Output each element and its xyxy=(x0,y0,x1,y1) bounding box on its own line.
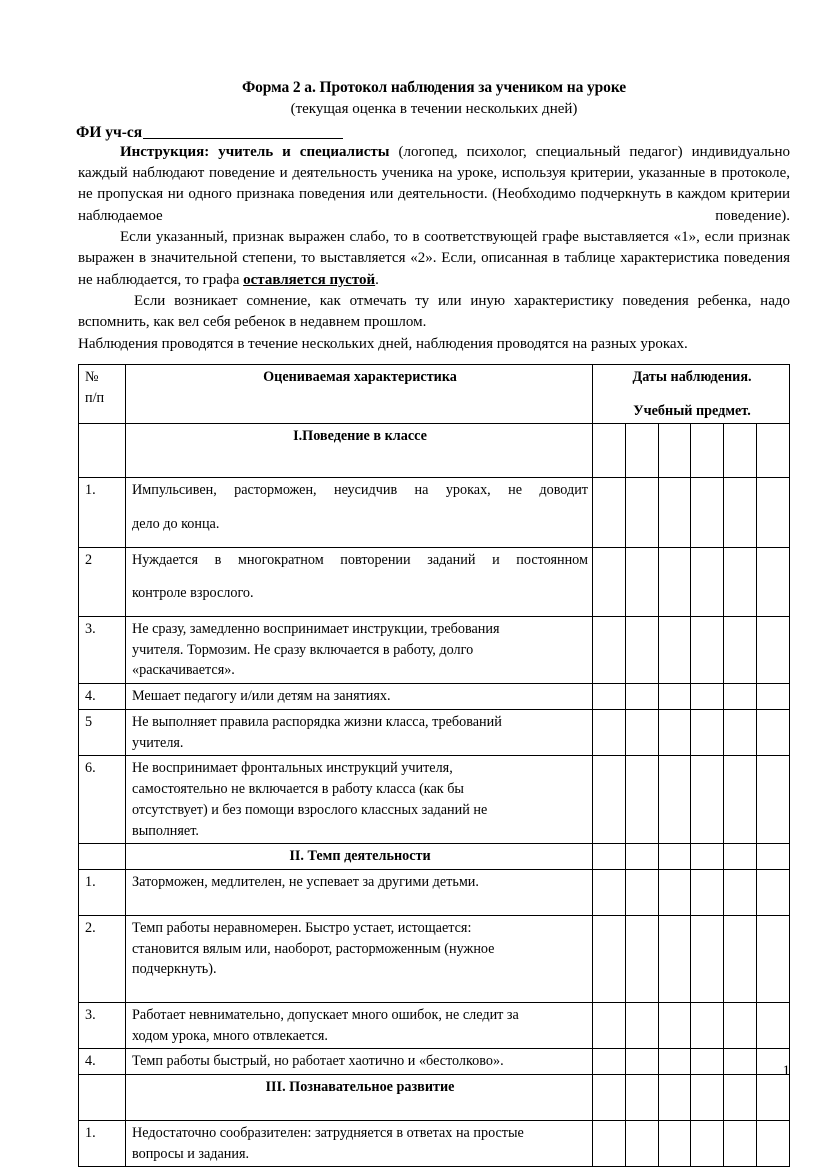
table-row xyxy=(79,1003,790,1049)
row-number: 2 xyxy=(79,547,126,616)
row-text-line: отсутствует) и без помощи взрослого классных заданий не xyxy=(132,801,488,818)
row-number: 1. xyxy=(79,870,126,916)
observation-cell[interactable] xyxy=(658,424,691,478)
observation-cell[interactable] xyxy=(658,478,691,547)
section-row-number-blank xyxy=(79,424,126,478)
header-dates-line1: Даты наблюдения. xyxy=(632,368,752,385)
observation-cell[interactable] xyxy=(691,915,724,1002)
instruction-paragraph-1 xyxy=(78,142,790,227)
observation-cell[interactable] xyxy=(757,915,790,1002)
observation-cell[interactable] xyxy=(658,1075,691,1121)
observation-cell[interactable] xyxy=(757,684,790,710)
row-text-line: Не выполняет правила распорядка жизни класса, требований xyxy=(132,713,502,730)
observation-cell[interactable] xyxy=(691,844,724,870)
row-number: 4. xyxy=(79,684,126,710)
row-text-line: Заторможен, медлителен, не успевает за другими детьми. xyxy=(132,874,479,891)
observation-cell[interactable] xyxy=(691,424,724,478)
observation-cell[interactable] xyxy=(757,1003,790,1049)
row-number: 2. xyxy=(79,915,126,1002)
observation-cell[interactable] xyxy=(593,1003,626,1049)
page-number: 1 xyxy=(782,1063,790,1079)
table-row xyxy=(79,756,790,844)
observation-cell[interactable] xyxy=(593,844,626,870)
observation-cell[interactable] xyxy=(658,1120,691,1166)
row-number: 6. xyxy=(79,756,126,844)
table-section-heading-row xyxy=(79,844,790,870)
row-text-line: Темп работы неравномерен. Быстро устает, истощается: xyxy=(132,919,472,936)
row-text-line: ходом урока, много отвлекается. xyxy=(132,1027,328,1044)
observation-cell[interactable] xyxy=(625,709,658,755)
row-text-line: Темп работы быстрый, но работает хаотично и «бестолково». xyxy=(132,1053,504,1070)
observation-cell[interactable] xyxy=(691,478,724,547)
observation-cell[interactable] xyxy=(757,870,790,916)
row-number: 3. xyxy=(79,1003,126,1049)
observation-cell[interactable] xyxy=(757,616,790,683)
observation-cell[interactable] xyxy=(658,684,691,710)
instruction-paragraph-2-text-a: Если указанный, признак выражен слабо, то в соответствующей графе выставляется «1», если признак выражен в значительной степени, то выставляется «2». Если, описанная в таблице характеристика поведения не наблюдается, то графа xyxy=(78,229,790,288)
observation-cell[interactable] xyxy=(691,1075,724,1121)
observation-cell[interactable] xyxy=(724,1120,757,1166)
row-text-line: Не воспринимает фронтальных инструкций учителя, xyxy=(132,760,453,777)
row-text-line: подчеркнуть). xyxy=(132,961,217,978)
row-characteristic xyxy=(126,684,593,710)
observation-cell[interactable] xyxy=(625,870,658,916)
row-characteristic xyxy=(126,1003,593,1049)
row-text-line: дело до конца. xyxy=(132,515,220,532)
table-row xyxy=(79,684,790,710)
observation-cell[interactable] xyxy=(724,1003,757,1049)
table-row xyxy=(79,478,790,547)
row-text-line: самостоятельно не включается в работу класса (как бы xyxy=(132,781,464,798)
observation-cell[interactable] xyxy=(593,870,626,916)
document-content xyxy=(78,78,790,1167)
observation-cell[interactable] xyxy=(757,709,790,755)
page-title: Форма 2 а. Протокол наблюдения за учеником на уроке xyxy=(241,79,627,96)
observation-cell[interactable] xyxy=(625,1003,658,1049)
row-text-line: Не сразу, замедленно воспринимает инструкции, требования xyxy=(132,620,500,637)
row-text-line: учителя. xyxy=(132,734,184,751)
table-row xyxy=(79,547,790,616)
row-characteristic xyxy=(126,756,593,844)
observation-cell[interactable] xyxy=(625,424,658,478)
row-text-line: учителя. Тормозим. Не сразу включается в работу, долго xyxy=(132,641,474,658)
observation-protocol-table xyxy=(78,364,790,1168)
observation-cell[interactable] xyxy=(658,870,691,916)
observation-cell[interactable] xyxy=(724,756,757,844)
observation-cell[interactable] xyxy=(757,478,790,547)
observation-cell[interactable] xyxy=(658,1003,691,1049)
observation-cell[interactable] xyxy=(593,478,626,547)
row-characteristic xyxy=(126,709,593,755)
instruction-bold-lead: Инструкция: учитель и специалисты xyxy=(120,143,390,160)
observation-cell[interactable] xyxy=(593,709,626,755)
observation-cell[interactable] xyxy=(691,709,724,755)
observation-cell[interactable] xyxy=(625,1120,658,1166)
table-row xyxy=(79,915,790,1002)
observation-cell[interactable] xyxy=(691,756,724,844)
student-name-row xyxy=(76,124,790,142)
row-text-line: контроле взрослого. xyxy=(132,585,254,602)
observation-cell[interactable] xyxy=(724,684,757,710)
table-row xyxy=(79,1120,790,1166)
row-text-line: «раскачивается». xyxy=(132,662,235,679)
observation-cell[interactable] xyxy=(691,1120,724,1166)
header-number-line2: п/п xyxy=(85,389,105,406)
observation-cell[interactable] xyxy=(593,424,626,478)
observation-cell[interactable] xyxy=(724,478,757,547)
observation-cell[interactable] xyxy=(724,424,757,478)
observation-cell[interactable] xyxy=(658,709,691,755)
section-heading-2: II. Темп деятельности xyxy=(126,844,593,870)
row-text-line: вопросы и задания. xyxy=(132,1145,250,1162)
observation-cell[interactable] xyxy=(757,1120,790,1166)
observation-cell[interactable] xyxy=(625,684,658,710)
observation-cell[interactable] xyxy=(593,756,626,844)
observation-cell[interactable] xyxy=(658,844,691,870)
observation-cell[interactable] xyxy=(625,547,658,616)
section-heading-3: III. Познавательное развитие xyxy=(126,1075,593,1121)
instruction-paragraph-1-text: (логопед, психолог, специальный педагог) индивидуально каждый наблюдают поведение и деятельность ученика на уроке, используя критерии, указанные в протоколе, не пропуская ни одного признака поведения или деятельности. (Необходимо подчеркнуть в каждом критерии наблюдаемое поведение). xyxy=(78,143,790,224)
row-text-line: выполняет. xyxy=(132,822,199,839)
observation-cell[interactable] xyxy=(625,844,658,870)
table-row xyxy=(79,616,790,683)
header-cell-characteristic: Оцениваемая характеристика xyxy=(126,364,593,423)
observation-cell[interactable] xyxy=(691,616,724,683)
header-dates-line2: Учебный предмет. xyxy=(633,402,751,419)
row-number: 1. xyxy=(79,1120,126,1166)
section-row-number-blank xyxy=(79,844,126,870)
observation-cell[interactable] xyxy=(593,1120,626,1166)
row-characteristic xyxy=(126,915,593,1002)
observation-cell[interactable] xyxy=(724,547,757,616)
observation-cell[interactable] xyxy=(691,547,724,616)
section-row-number-blank xyxy=(79,1075,126,1121)
row-number: 3. xyxy=(79,616,126,683)
row-number: 4. xyxy=(79,1049,126,1075)
row-text-line: Недостаточно сообразителен: затрудняется в ответах на простые xyxy=(132,1124,524,1141)
observation-cell[interactable] xyxy=(724,616,757,683)
row-text-line: Мешает педагогу и/или детям на занятиях. xyxy=(132,688,391,705)
observation-cell[interactable] xyxy=(625,1075,658,1121)
observation-cell[interactable] xyxy=(724,709,757,755)
observation-cell[interactable] xyxy=(593,616,626,683)
instruction-paragraph-3: Если возникает сомнение, как отмечать ту или иную характеристику поведения ребенка, надо вспомнить, как вел себя ребенок в недавнем прошлом. xyxy=(78,292,790,331)
observation-cell[interactable] xyxy=(757,844,790,870)
row-characteristic xyxy=(126,478,593,547)
observation-cell[interactable] xyxy=(757,547,790,616)
student-name-input[interactable] xyxy=(143,138,343,139)
row-text-line: становится вялым или, наоборот, расторможенным (нужное xyxy=(132,940,495,957)
observation-cell[interactable] xyxy=(724,915,757,1002)
observation-cell[interactable] xyxy=(757,424,790,478)
observation-cell[interactable] xyxy=(658,756,691,844)
table-section-heading-row xyxy=(79,424,790,478)
observation-cell[interactable] xyxy=(658,915,691,1002)
observation-cell[interactable] xyxy=(724,844,757,870)
observation-cell[interactable] xyxy=(593,684,626,710)
header-number-line1: № xyxy=(85,368,99,385)
header-cell-number xyxy=(79,364,126,423)
table-row xyxy=(79,870,790,916)
student-name-label: ФИ уч-ся xyxy=(76,123,143,141)
observation-cell[interactable] xyxy=(757,756,790,844)
table-row xyxy=(79,709,790,755)
row-number: 1. xyxy=(79,478,126,547)
header-cell-observation-dates xyxy=(593,364,790,423)
observation-cell[interactable] xyxy=(625,478,658,547)
instruction-emphasis-empty-column: оставляется пустой xyxy=(243,271,376,288)
observation-cell[interactable] xyxy=(658,547,691,616)
section-heading-1: I.Поведение в классе xyxy=(126,424,593,478)
row-characteristic xyxy=(126,1120,593,1166)
observation-cell[interactable] xyxy=(691,870,724,916)
row-characteristic xyxy=(126,547,593,616)
row-number: 5 xyxy=(79,709,126,755)
table-section-heading-row xyxy=(79,1075,790,1121)
observation-cell[interactable] xyxy=(658,616,691,683)
observation-cell[interactable] xyxy=(625,915,658,1002)
row-text-line: Нуждается в многократном повторении заданий и постоянном xyxy=(132,551,588,568)
observation-cell[interactable] xyxy=(691,684,724,710)
observation-cell[interactable] xyxy=(691,1003,724,1049)
observation-cell[interactable] xyxy=(757,1075,790,1121)
page-subtitle: (текущая оценка в течении нескольких дней) xyxy=(290,101,578,118)
instruction-paragraph-2-text-b: . xyxy=(375,271,379,288)
observation-cell[interactable] xyxy=(593,915,626,1002)
instruction-paragraph-4: Наблюдения проводятся в течение нескольких дней, наблюдения проводятся на разных уроках. xyxy=(78,335,688,352)
table-header-row xyxy=(79,364,790,423)
observation-cell[interactable] xyxy=(593,1075,626,1121)
observation-cell[interactable] xyxy=(625,616,658,683)
observation-cell[interactable] xyxy=(724,1075,757,1121)
observation-cell[interactable] xyxy=(724,870,757,916)
observation-cell[interactable] xyxy=(625,756,658,844)
observation-cell[interactable] xyxy=(593,547,626,616)
row-text-line: Работает невнимательно, допускает много ошибок, не следит за xyxy=(132,1007,519,1023)
row-characteristic xyxy=(126,870,593,916)
instruction-paragraph-2 xyxy=(78,227,790,291)
row-characteristic xyxy=(126,616,593,683)
row-text-line: Импульсивен, расторможен, неусидчив на уроках, не доводит xyxy=(132,482,588,499)
